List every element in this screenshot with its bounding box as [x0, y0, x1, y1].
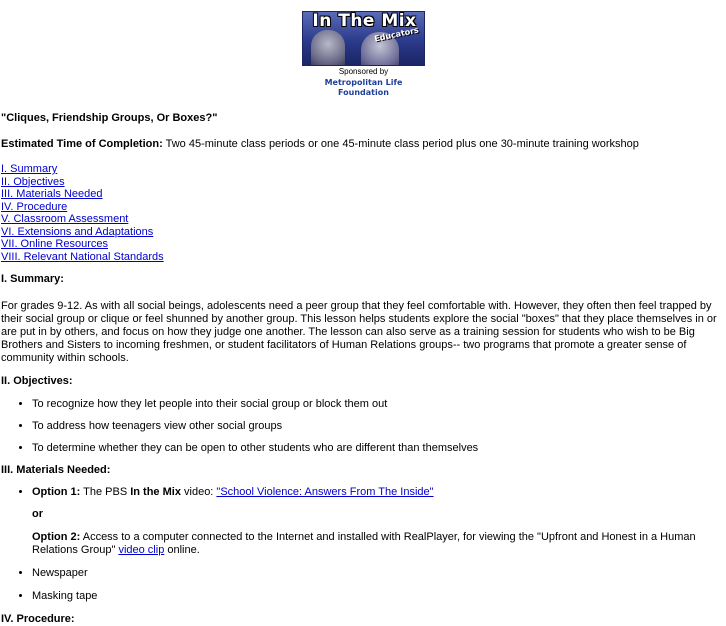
option1-text: The PBS — [80, 486, 131, 498]
option2-label: Option 2: — [32, 531, 81, 543]
option2-tail: online. — [164, 544, 200, 556]
estimated-time-label: Estimated Time of Completion: — [1, 138, 163, 150]
logo-subtitle: Educators — [373, 25, 420, 44]
list-item: • Masking tape — [32, 590, 725, 603]
show-name: In the Mix — [130, 486, 181, 498]
list-item: • Newspaper — [32, 567, 725, 580]
video-clip-link[interactable]: video clip — [118, 544, 165, 556]
toc-link-objectives[interactable]: II. Objectives — [1, 175, 65, 188]
logo-title: In The Mix — [312, 11, 417, 31]
in-the-mix-logo[interactable] — [302, 11, 425, 66]
option2-text: Access to a computer connected to the Internet and installed with RealPlayer, for viewing the "Upfront and Honest in a Human Relations Group" — [32, 531, 696, 556]
procedure-heading: IV. Procedure: — [1, 613, 75, 625]
estimated-time-value: Two 45-minute class periods or one 45-minute class period plus one 30-minute training workshop — [162, 138, 639, 150]
school-violence-video-link[interactable]: "School Violence: Answers From The Inside" — [216, 486, 434, 498]
page-header — [0, 0, 726, 100]
sponsored-by-label: Sponsored by — [338, 67, 389, 76]
toc-link-standards[interactable]: VIII. Relevant National Standards — [1, 250, 164, 263]
list-item: • To determine whether they can be open to other students who are different than themselves — [32, 442, 725, 455]
logo-photo-person-left — [311, 30, 345, 66]
toc-link-extensions[interactable]: VI. Extensions and Adaptations — [1, 225, 154, 238]
sponsor-name-line1: Metropolitan Life — [324, 78, 403, 87]
summary-text: For grades 9-12. As with all social beings, adolescents need a peer group that they feel comfortable with. However, they often then feel trapped by their social group or clique or feel shunned by another group. This lesson helps students explore the social "boxes" that they place themselves in or are put in by others, and focus on how they judge one another. The lesson can also serve as a training session for students who wish to be Big Brothers and Sisters to incoming freshmen, or student facilitators of Human Relations groups-- two programs that promote a greater sense of community within schools. — [1, 300, 717, 364]
list-item: • To recognize how they let people into their social group or block them out — [32, 398, 725, 411]
objectives-list — [1, 398, 725, 455]
summary-heading: I. Summary: — [1, 273, 64, 285]
option1-text-b: video: — [180, 486, 217, 498]
toc-link-materials[interactable]: III. Materials Needed — [1, 188, 103, 200]
lesson-title: "Cliques, Friendship Groups, Or Boxes?" — [1, 112, 218, 124]
sponsor-name-line2: Foundation — [338, 88, 389, 97]
toc-link-assessment[interactable]: V. Classroom Assessment — [1, 213, 129, 225]
materials-heading: III. Materials Needed: — [1, 464, 111, 476]
list-item-option1 — [32, 486, 725, 557]
lesson-content — [1, 112, 725, 626]
list-item: • To address how teenagers view other social groups — [32, 420, 725, 433]
toc-link-online-resources[interactable]: VII. Online Resources — [1, 238, 108, 250]
or-label: or — [32, 508, 43, 520]
table-of-contents — [1, 163, 725, 263]
toc-link-summary[interactable]: I. Summary — [1, 163, 58, 175]
materials-list — [1, 486, 725, 603]
option1-label: Option 1: — [32, 486, 81, 498]
objectives-heading: II. Objectives: — [1, 375, 73, 387]
estimated-time — [1, 138, 725, 151]
sponsor-logo[interactable] — [302, 78, 425, 98]
toc-link-procedure[interactable]: IV. Procedure — [1, 200, 68, 213]
